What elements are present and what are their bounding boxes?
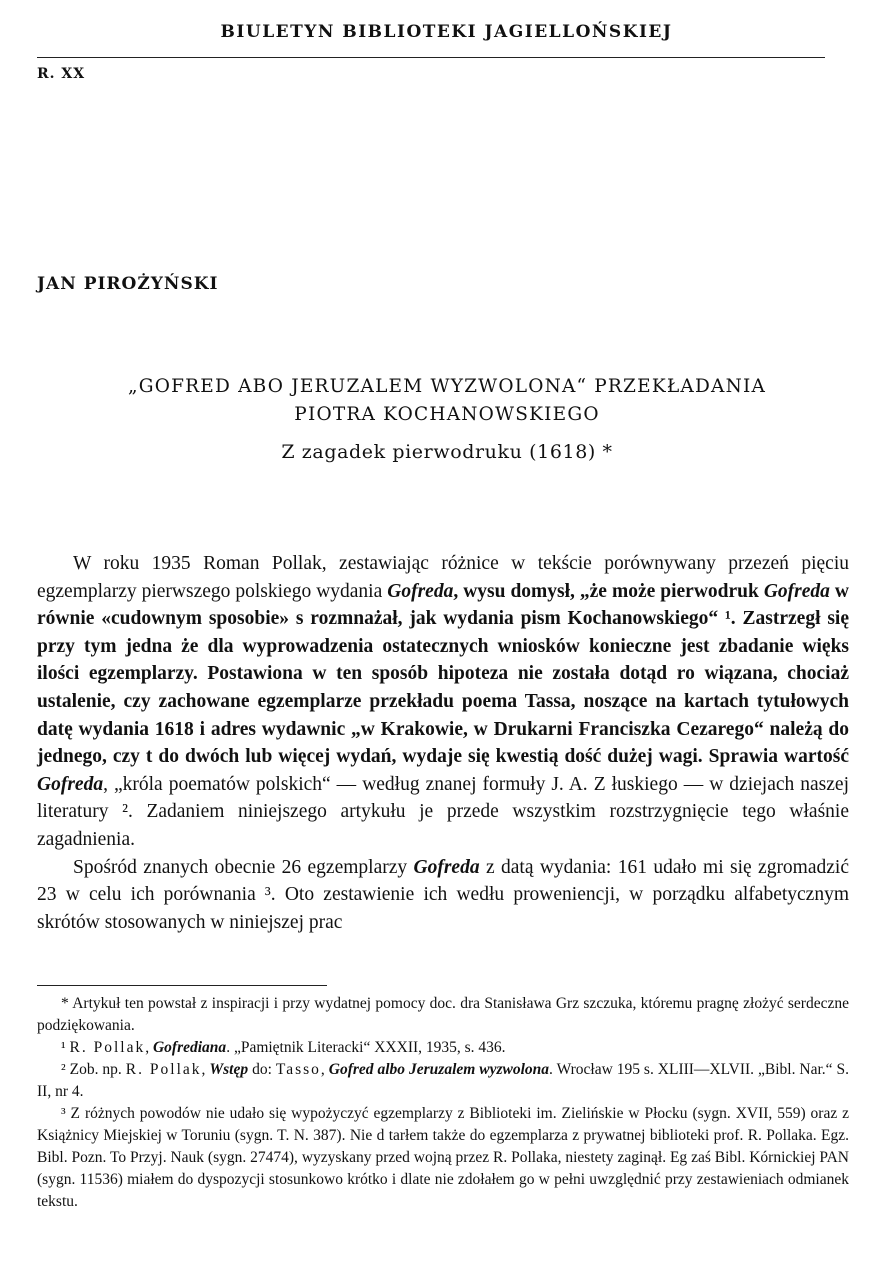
text-run: , „króla poematów polskich“ — według znanej formuły J. A. Z łuskiego — w dziejach naszej literatury ². Zadaniem niniejszego artykułu je przede wszystkim rozstrzygnięcie tego właśnie zagadnienia. [37, 773, 849, 850]
text-run: . Wrocław 195 s. XLIII—XLVII. „Bibl. Nar.“ S. II, nr 4. [37, 1061, 850, 1100]
text-run: , [201, 1061, 210, 1078]
footnotes [37, 993, 849, 1213]
footnote-2 [37, 1059, 849, 1103]
text-run: W roku 1935 Roman Pollak, zestawiając różnice w tekście porównywany przezeń pięciu egzemplarzy pierwszego polskiego wydania [37, 553, 849, 602]
italic-title: Gofrediana [152, 1039, 227, 1056]
footnote-star: * Artykuł ten powstał z inspiracji i przy wydatnej pomocy doc. dra Stanisława Grz szczuka, któremu pragnę złożyć serdeczne podziękowania. [37, 995, 849, 1034]
text-run: , [320, 1061, 329, 1078]
text-run: ² Zob. np. [61, 1061, 126, 1078]
italic-title: Gofred albo Jeruzalem wyzwolona [328, 1061, 550, 1078]
footnote-1 [37, 1037, 849, 1059]
text-run: Spośród znanych obecnie 26 egzemplarzy [73, 856, 414, 878]
italic-title: Gofreda [413, 856, 480, 878]
italic-title: Wstęp [209, 1061, 249, 1078]
text-run: w równie «cudownym sposobie» s rozmnażał, jak wydania pism Kochanowskiego“ ¹. Zastrzegł się przy tym jedna że dla wyprowadzenia ostatecznych wniosków konieczne jest zbadanie więks ilości egzemplarzy. Postawiona w ten sposób hipoteza nie została dotąd ro wiązana, chociaż ustalenie, czy zachowane egzemplarze przekładu poema Tassa, noszące na kartach tytułowych datę wydania 1618 i adres wydawnic „w Krakowie, w Drukarni Franciszka Cezarego“ należą do jednego, czy t do dwóch lub więcej wydań, wydaje się kwestią dość dużej wagi. Sprawia wartość [37, 580, 849, 768]
italic-title: Gofreda [37, 773, 104, 795]
text-run: do: [248, 1061, 276, 1078]
article-body [37, 550, 849, 936]
title-line-2: PIOTRA KOCHANOWSKIEGO [294, 404, 600, 425]
author-name: R. Pollak [125, 1061, 202, 1078]
body-paragraph-1 [37, 550, 849, 854]
footnote-rule [37, 985, 327, 986]
author-name: Tasso [275, 1061, 321, 1078]
body-paragraph-2 [37, 854, 849, 937]
text-run: z datą wydania: 161 udało mi się zgromadzić 23 w celu ich porównania ³. Oto zestawienie ich wedłu proweniencji, w porządku alfabetycznym skrótów stosowanych w niniejszej prac [37, 856, 849, 933]
volume-label: R. XX [37, 66, 86, 82]
text-run: , [145, 1039, 153, 1056]
article-title [37, 373, 857, 429]
header-rule [37, 57, 825, 58]
italic-title: Gofreda [387, 580, 454, 602]
journal-title: BIULETYN BIBLIOTEKI JAGIELLOŃSKIEJ [220, 22, 673, 42]
italic-title: Gofreda [763, 580, 830, 602]
article-subtitle: Z zagadek pierwodruku (1618) * [281, 441, 613, 463]
text-run: ¹ [61, 1039, 70, 1056]
article-author: JAN PIROŻYŃSKI [37, 274, 219, 294]
title-line-1: „GOFRED ABO JERUZALEM WYZWOLONA“ PRZEKŁADANIA [127, 376, 767, 397]
text-run: , wysu domysł, „że może pierwodruk [453, 580, 764, 602]
author-name: R. Pollak [69, 1039, 146, 1056]
text-run: . „Pamiętnik Literacki“ XXXII, 1935, s. 436. [226, 1039, 506, 1056]
footnote-3: ³ Z różnych powodów nie udało się wypożyczyć egzemplarzy z Biblioteki im. Zielińskie w Płocku (sygn. XVII, 559) oraz z Książnicy Miejskiej w Toruniu (sygn. T. N. 387). Nie d tarłem także do egzemplarza z prywatnej biblioteki prof. R. Pollaka. Egz. Bibl. Pozn. To Przyj. Nauk (sygn. 27474), wyzyskany przed wojną przez R. Pollaka, niestety zaginął. Eg zaś Bibl. Kórnickiej PAN (sygn. 11536) miałem do dyspozycji stosunkowo krótko i dlate nie zdołałem go w pełni uwzględnić przy zestawieniach odmianek tekstu. [37, 1105, 849, 1210]
